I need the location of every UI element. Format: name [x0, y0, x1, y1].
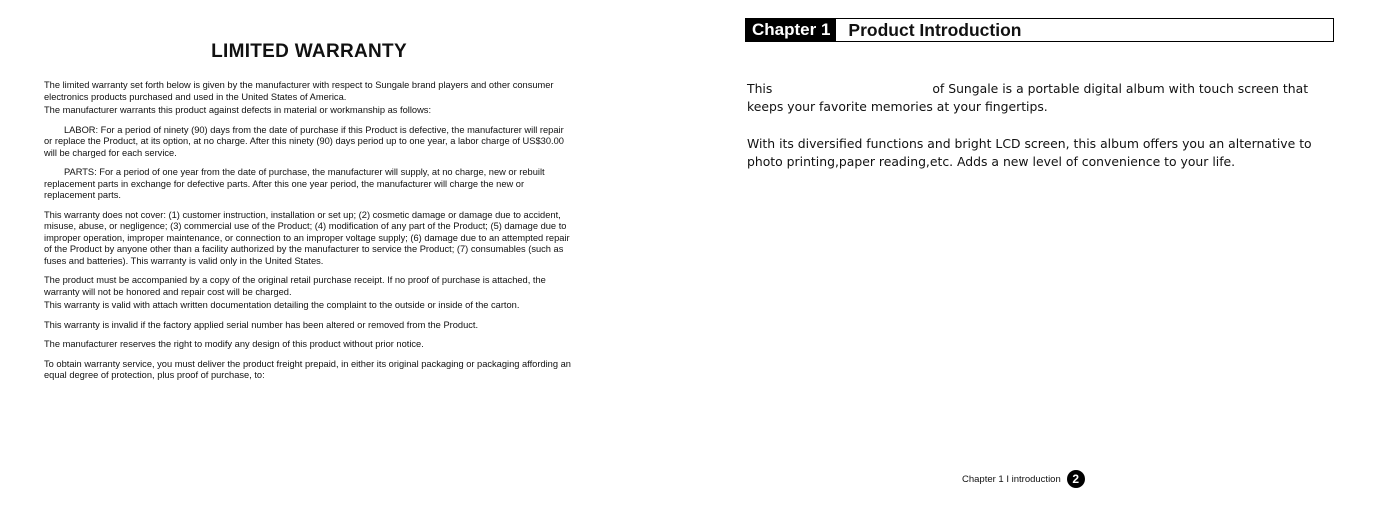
chapter-title: Product Introduction [848, 20, 1022, 40]
warranty-paragraph: The manufacturer warrants this product against defects in material or workmanship as follows: [44, 105, 432, 115]
features-paragraph: With its diversified functions and bright LCD screen, this album offers you an alternative to photo printing,paper reading,etc. Adds a new level of convenience to your life. [747, 136, 1312, 169]
page-number-badge: 2 [1067, 470, 1085, 488]
intro-start: This [747, 81, 773, 96]
warranty-exclusions-paragraph: This warranty does not cover: (1) customer instruction, installation or set up; (2) cosmetic damage or damage due to accident, misuse, abuse, or negligence; (3) commercial use of the Product; (4) modification of any part of the Product; (5) damage due to improper operation, improper maintenance, or connection to an improper voltage supply; (6) damage due to an attempted repair of the Product by anyone other than a facility authorized by the manufacturer to service the Product; (7) consumables (such as fuses and batteries). This warranty is valid only in the United States. [44, 209, 570, 266]
warranty-paragraph: The limited warranty set forth below is given by the manufacturer with respect to Sungale brand players and other consumer electronics products purchased and used in the United States of America. [44, 80, 554, 102]
warranty-parts-paragraph: PARTS: For a period of one year from the date of purchase, the manufacturer will supply, at no charge, new or rebuilt replacement parts in exchange for defective parts. After this one year period, the manufacturer will charge the new or replacement parts. [44, 167, 545, 200]
intro-paragraph [747, 80, 1347, 116]
warranty-paragraph: This warranty is valid with attach written documentation detailing the complaint to the outside or inside of the carton. [44, 300, 520, 310]
chapter-page [745, 18, 1335, 169]
warranty-paragraph: This warranty is invalid if the factory applied serial number has been altered or removed from the Product. [44, 319, 479, 330]
warranty-paragraph: The product must be accompanied by a copy of the original retail purchase receipt. If no proof of purchase is attached, the warranty will not be honored and repair cost will be charged. [44, 275, 546, 297]
warranty-page [44, 40, 574, 390]
footer-text: Chapter 1 I introduction [962, 473, 1061, 485]
warranty-labor-paragraph: LABOR: For a period of ninety (90) days from the date of purchase if this Product is defective, the manufacturer will repair or replace the Product, at its option, at no charge. After this ninety (90) days period up to one year, a labor charge of US$30.00 will be charged for each service. [44, 124, 564, 158]
intro-rest: of Sungale is a portable digital album with touch screen that keeps your favorite memories at your fingertips. [747, 81, 1309, 114]
warranty-service-paragraph: To obtain warranty service, you must deliver the product freight prepaid, in either its original packaging or packaging affording an equal degree of protection, plus proof of purchase, to: [44, 358, 571, 380]
chapter-header [745, 18, 1334, 42]
chapter-label: Chapter 1 [746, 19, 836, 41]
page-footer [962, 470, 1085, 488]
warranty-title: LIMITED WARRANTY [211, 41, 407, 62]
warranty-paragraph: The manufacturer reserves the right to modify any design of this product without prior notice. [44, 339, 424, 349]
